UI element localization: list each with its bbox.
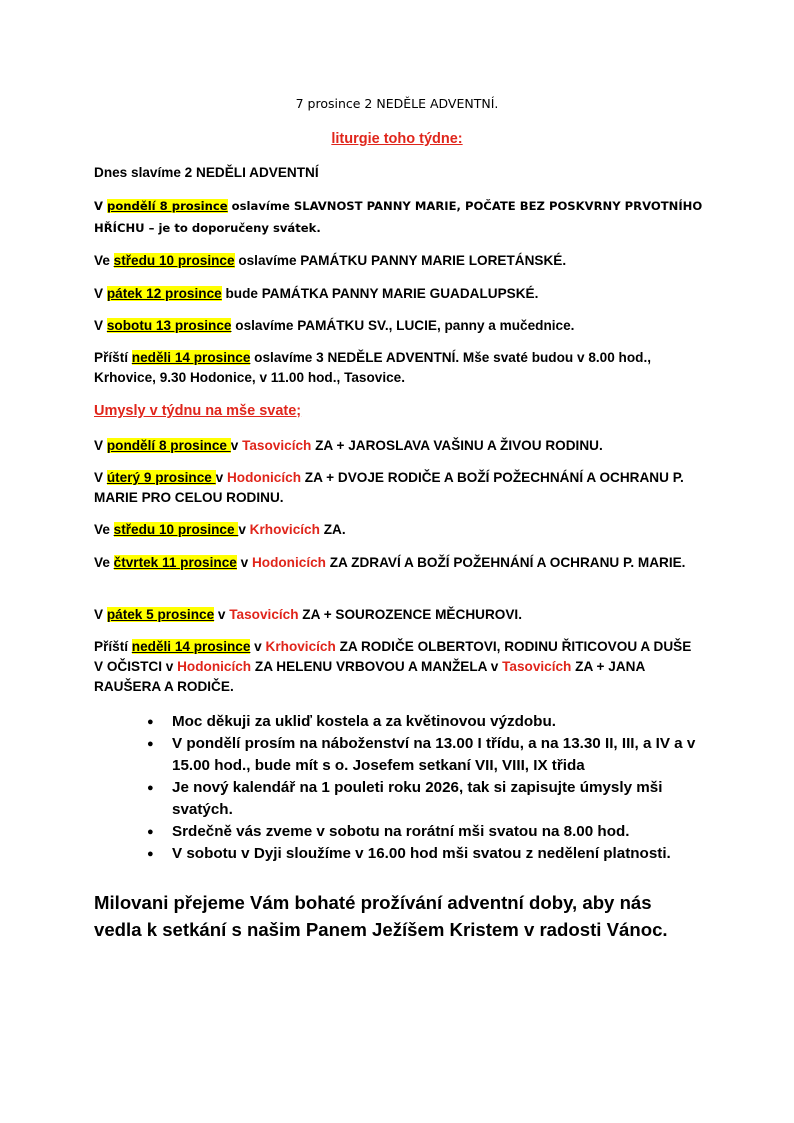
list-item: ● Moc děkuji za ukliď kostela a za květinovou výzdobu. (147, 711, 707, 733)
date-highlight: úterý 9 prosince (106, 470, 216, 485)
place-name: Hodonicích (177, 659, 252, 674)
bullet-icon: ● (147, 716, 154, 728)
bullet-icon: ● (147, 738, 154, 750)
intro-line: Dnes slavíme 2 NEDĚLI ADVENTNÍ (94, 165, 319, 180)
date-highlight: pondělí 8 prosince (107, 199, 228, 213)
closing-greeting: Milovani přejeme Vám bohaté prožívání adventní doby, aby nás vedla k setkání s našim Panem Ježíšem Kristem v radosti Vánoc. (94, 892, 668, 940)
date-highlight: středu 10 prosince (113, 522, 239, 537)
list-item: ● Srdečně vás zveme v sobotu na rorátní mši svatou na 8.00 hod. (147, 821, 707, 843)
list-item: ● V pondělí prosím na náboženství na 13.00 I třídu, a na 13.30 II, III, a IV a v 15.00 hod., bude mít s o. Josefem setkaní VII, VIII, IX třida (147, 735, 696, 774)
intention-friday: V pátek 5 prosince v Tasovicích ZA + SOUROZENCE MĚCHUROVI. (94, 607, 522, 622)
list-item: ● Je nový kalendář na 1 pouleti roku 2026, tak si zapisujte úmysly mši svatých. (147, 779, 663, 818)
date-highlight: pondělí 8 prosince (106, 438, 231, 453)
intention-tuesday: V úterý 9 prosince v Hodonicích ZA + DVOJE RODIČE A BOŽÍ POŽECHNÁNÍ A OCHRANU P. MARIE PRO CELOU RODINU. (94, 470, 684, 505)
intention-next-sunday: Příští neděli 14 prosince v Krhovicích ZA RODIČE OLBERTOVI, RODINU ŘITICOVOU A DUŠE V OČISTCI v Hodonicích ZA HELENU VRBOVOU A MANŽELA v Tasovicích ZA + JANA RAUŠERA A RODIČE. (94, 639, 692, 694)
date-highlight: středu 10 prosince (113, 253, 235, 268)
intentions-heading: Umysly v týdnu na mše svate; (94, 403, 302, 419)
date-highlight: čtvrtek 11 prosince (113, 555, 237, 570)
announcements-list (147, 711, 707, 865)
list-item: ● V sobotu v Dyji sloužíme v 16.00 hod mši svatou z nedělení platnosti. (147, 843, 707, 865)
place-name: Hodonicích (226, 470, 301, 485)
place-name: Tasovicích (502, 659, 572, 674)
place-name: Tasovicích (229, 607, 299, 622)
date-highlight: pátek 5 prosince (106, 607, 215, 622)
liturgy-item-wednesday: Ve středu 10 prosince oslavíme PAMÁTKU PANNY MARIE LORETÁNSKÉ. (94, 253, 567, 268)
intention-monday: V pondělí 8 prosince v Tasovicích ZA + JAROSLAVA VAŠINU A ŽIVOU RODINU. (94, 438, 603, 453)
date-highlight: neděli 14 prosince (131, 350, 251, 365)
date-highlight: pátek 12 prosince (106, 286, 222, 301)
place-name: Hodonicích (251, 555, 326, 570)
intention-thursday: Ve čtvrtek 11 prosince v Hodonicích ZA ZDRAVÍ A BOŽÍ POŽEHNÁNÍ A OCHRANU P. MARIE. (94, 555, 686, 570)
bullet-icon: ● (147, 782, 154, 794)
date-highlight: neděli 14 prosince (131, 639, 251, 654)
liturgy-item-monday: V pondělí 8 prosince oslavíme SLAVNOST PANNY MARIE, POČATE BEZ POSKVRNY PRVOTNÍHO HŘÍCHU – je to doporučeny svátek. (94, 199, 703, 235)
page-title: 7 prosince 2 NEDĚLE ADVENTNÍ. (295, 96, 499, 111)
liturgy-item-next-sunday: Příští neděli 14 prosince oslavíme 3 NEDĚLE ADVENTNÍ. Mše svaté budou v 8.00 hod., Krhovice, 9.30 Hodonice, v 11.00 hod., Tasovice. (94, 350, 652, 385)
date-highlight: sobotu 13 prosince (106, 318, 232, 333)
place-name: Krhovicích (249, 522, 320, 537)
liturgy-subtitle: liturgie toho týdne: (331, 131, 463, 147)
place-name: Tasovicích (242, 438, 312, 453)
intention-wednesday: Ve středu 10 prosince v Krhovicích ZA. (94, 522, 346, 537)
bullet-icon: ● (147, 848, 154, 860)
place-name: Krhovicích (265, 639, 336, 654)
liturgy-item-friday: V pátek 12 prosince bude PAMÁTKA PANNY MARIE GUADALUPSKÉ. (94, 286, 539, 301)
liturgy-item-saturday: V sobotu 13 prosince oslavíme PAMÁTKU SV., LUCIE, panny a mučednice. (94, 318, 575, 333)
bullet-icon: ● (147, 826, 154, 838)
